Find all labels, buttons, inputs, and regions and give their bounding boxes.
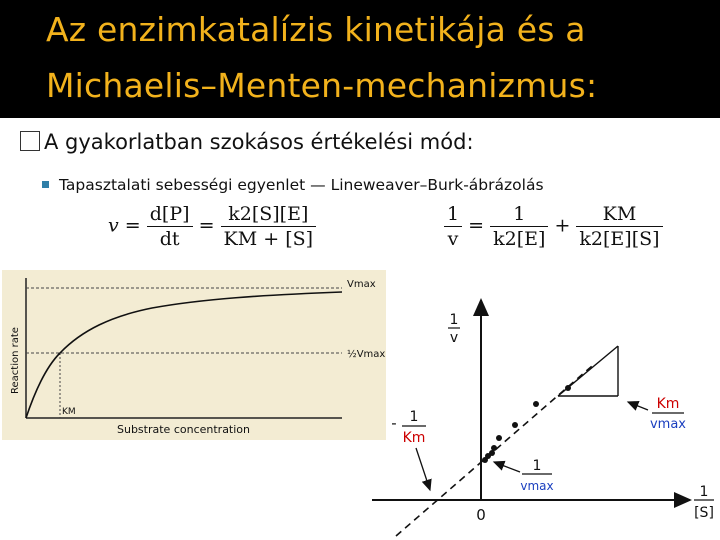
sub-bullet	[42, 176, 544, 194]
lb-frac-1v	[444, 203, 462, 250]
rate-equation: v = $\frac{d[P]}{dt}$ = $\frac{k2[S][E]}{KM + [S]}$	[108, 203, 316, 250]
lb-slope-arrow	[628, 402, 648, 410]
main-bullet-text: A gyakorlatban szokásos értékelési mód:	[44, 130, 474, 154]
main-bullet	[20, 130, 474, 154]
lb-den-k2es: k2[E][S]	[579, 228, 660, 250]
mm-y-axis-label: Reaction rate	[10, 327, 21, 394]
title-line-1: Az enzimkatalízis kinetikája és a	[46, 10, 586, 49]
mm-vmax-label: Vmax	[347, 279, 376, 290]
sub-bullet-text: Tapasztalati sebességi egyenlet — Lineweaver–Burk-ábrázolás	[59, 176, 544, 194]
lb-data-point	[496, 435, 502, 441]
lineweaver-burk-plot	[360, 290, 720, 538]
eq-frac-rate	[221, 203, 317, 250]
lb-data-point	[565, 385, 571, 391]
lb-num-1b: 1	[490, 203, 548, 227]
eq-num-dp: d[P]	[147, 203, 193, 227]
bullet-box-icon	[20, 131, 40, 151]
lb-num-km: KM	[576, 203, 662, 227]
lb-frac-km	[576, 203, 662, 250]
eq-den-km-s: KM + [S]	[223, 228, 314, 250]
lb-slope-num: Km	[656, 396, 680, 412]
mm-curve	[26, 292, 342, 418]
eq-den-dt: dt	[159, 228, 180, 250]
michaelis-menten-plot	[2, 270, 386, 440]
lb-data-point	[512, 422, 518, 428]
eq-v: v	[108, 214, 119, 237]
lb-x-label-num: 1	[699, 484, 709, 500]
lb-x-intercept-den: Km	[402, 430, 426, 446]
lb-num-1: 1	[444, 203, 462, 227]
lb-data-point	[491, 445, 497, 451]
eq-frac-dpdt	[147, 203, 193, 250]
mm-plot-svg	[2, 270, 386, 440]
lb-x-intercept-sign: -	[391, 414, 397, 432]
lb-den-v: v	[447, 228, 459, 250]
title-line-2: Michaelis–Menten-mechanizmus:	[46, 66, 598, 105]
lb-x-intercept-num: 1	[409, 409, 419, 425]
lb-origin-label: 0	[476, 506, 486, 524]
mm-x-axis-label: Substrate concentration	[117, 423, 251, 436]
lb-y-intercept-arrow	[494, 462, 520, 472]
mm-km-label: KM	[62, 407, 76, 417]
mm-half-vmax-label: ½Vmax	[347, 349, 386, 360]
lb-frac-1k2e	[490, 203, 548, 250]
eq-num-k2se: k2[S][E]	[221, 203, 317, 227]
lb-x-label-den: [S]	[694, 505, 714, 521]
lb-y-label-den: v	[449, 330, 459, 346]
lineweaver-burk-equation: $\frac{1}{v}$ = $\frac{1}{k2[E]}$ + $\frac{KM}{k2[E][S]}$	[444, 203, 663, 250]
lb-x-intercept-arrow	[416, 448, 430, 490]
lb-slope-den: vmax	[649, 417, 687, 432]
lb-y-intercept-den: vmax	[520, 479, 554, 493]
bullet-square-icon	[42, 181, 49, 188]
lb-den-k2e: k2[E]	[493, 228, 546, 250]
title-bar	[0, 0, 720, 118]
lb-y-label-num: 1	[449, 312, 459, 328]
lb-data-point	[533, 401, 539, 407]
lb-y-intercept-num: 1	[532, 458, 542, 474]
